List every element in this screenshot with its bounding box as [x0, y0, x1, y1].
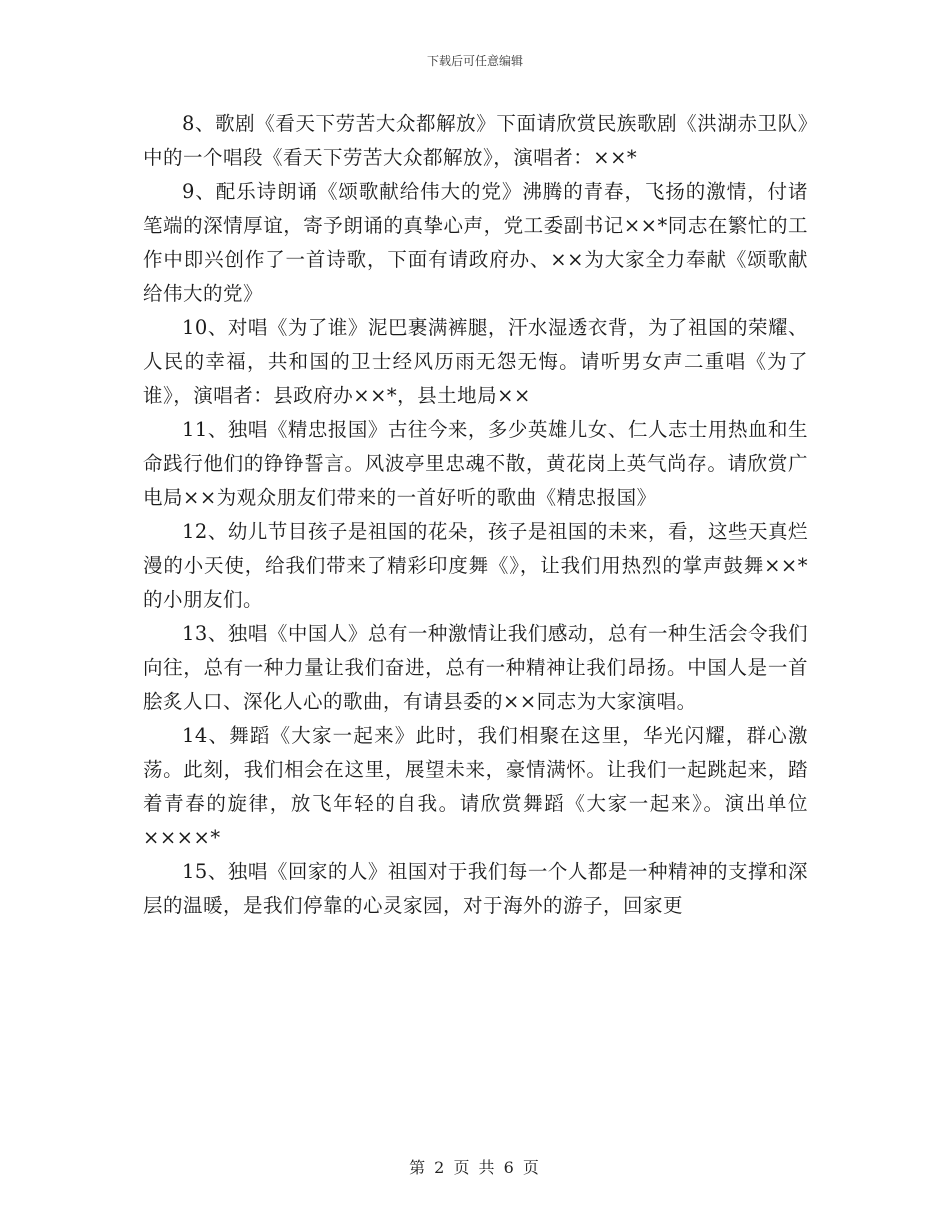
paragraph-9: 9、配乐诗朗诵《颂歌献给伟大的党》沸腾的青春，飞扬的激情，付诸笔端的深情厚谊，寄予朗诵的真挚心声，党工委副书记××*同志在繁忙的工作中即兴创作了一首诗歌，下面有请政府办、××为大家全力奉献《颂歌献给伟大的党》	[143, 180, 808, 305]
paragraph-14: 14、舞蹈《大家一起来》此时，我们相聚在这里，华光闪耀，群心激荡。此刻，我们相会在这里，展望未来，豪情满怀。让我们一起跳起来，踏着青春的旋律，放飞年轻的自我。请欣赏舞蹈《大家一起来》。演出单位××××*	[143, 724, 808, 849]
page-header: 下载后可任意编辑	[426, 54, 523, 68]
paragraph-11: 11、独唱《精忠报国》古往今来，多少英雄儿女、仁人志士用热血和生命践行他们的铮铮誓言。风波亭里忠魂不散，黄花岗上英气尚存。请欣赏广电局××为观众朋友们带来的一首好听的歌曲《精忠报国》	[143, 418, 808, 509]
page-footer: 第 2 页 共 6 页	[409, 1158, 541, 1177]
paragraph-13: 13、独唱《中国人》总有一种激情让我们感动，总有一种生活会令我们向往，总有一种力量让我们奋进，总有一种精神让我们昂扬。中国人是一首脍炙人口、深化人心的歌曲，有请县委的××同志为大家演唱。	[143, 622, 808, 713]
paragraph-10: 10、对唱《为了谁》泥巴裹满裤腿，汗水湿透衣背，为了祖国的荣耀、人民的幸福，共和国的卫士经风历雨无怨无悔。请听男女声二重唱《为了谁》，演唱者：县政府办××*，县土地局××	[143, 316, 808, 407]
paragraph-12: 12、幼儿节目孩子是祖国的花朵，孩子是祖国的未来，看，这些天真烂漫的小天使，给我们带来了精彩印度舞《》，让我们用热烈的掌声鼓舞××*的小朋友们。	[143, 520, 808, 611]
document-body	[143, 107, 808, 923]
paragraph-15: 15、独唱《回家的人》祖国对于我们每一个人都是一种精神的支撑和深层的温暖，是我们停靠的心灵家园，对于海外的游子，回家更	[143, 860, 808, 917]
paragraph-8: 8、歌剧《看天下劳苦大众都解放》下面请欣赏民族歌剧《洪湖赤卫队》中的一个唱段《看天下劳苦大众都解放》，演唱者：××*	[143, 112, 808, 169]
